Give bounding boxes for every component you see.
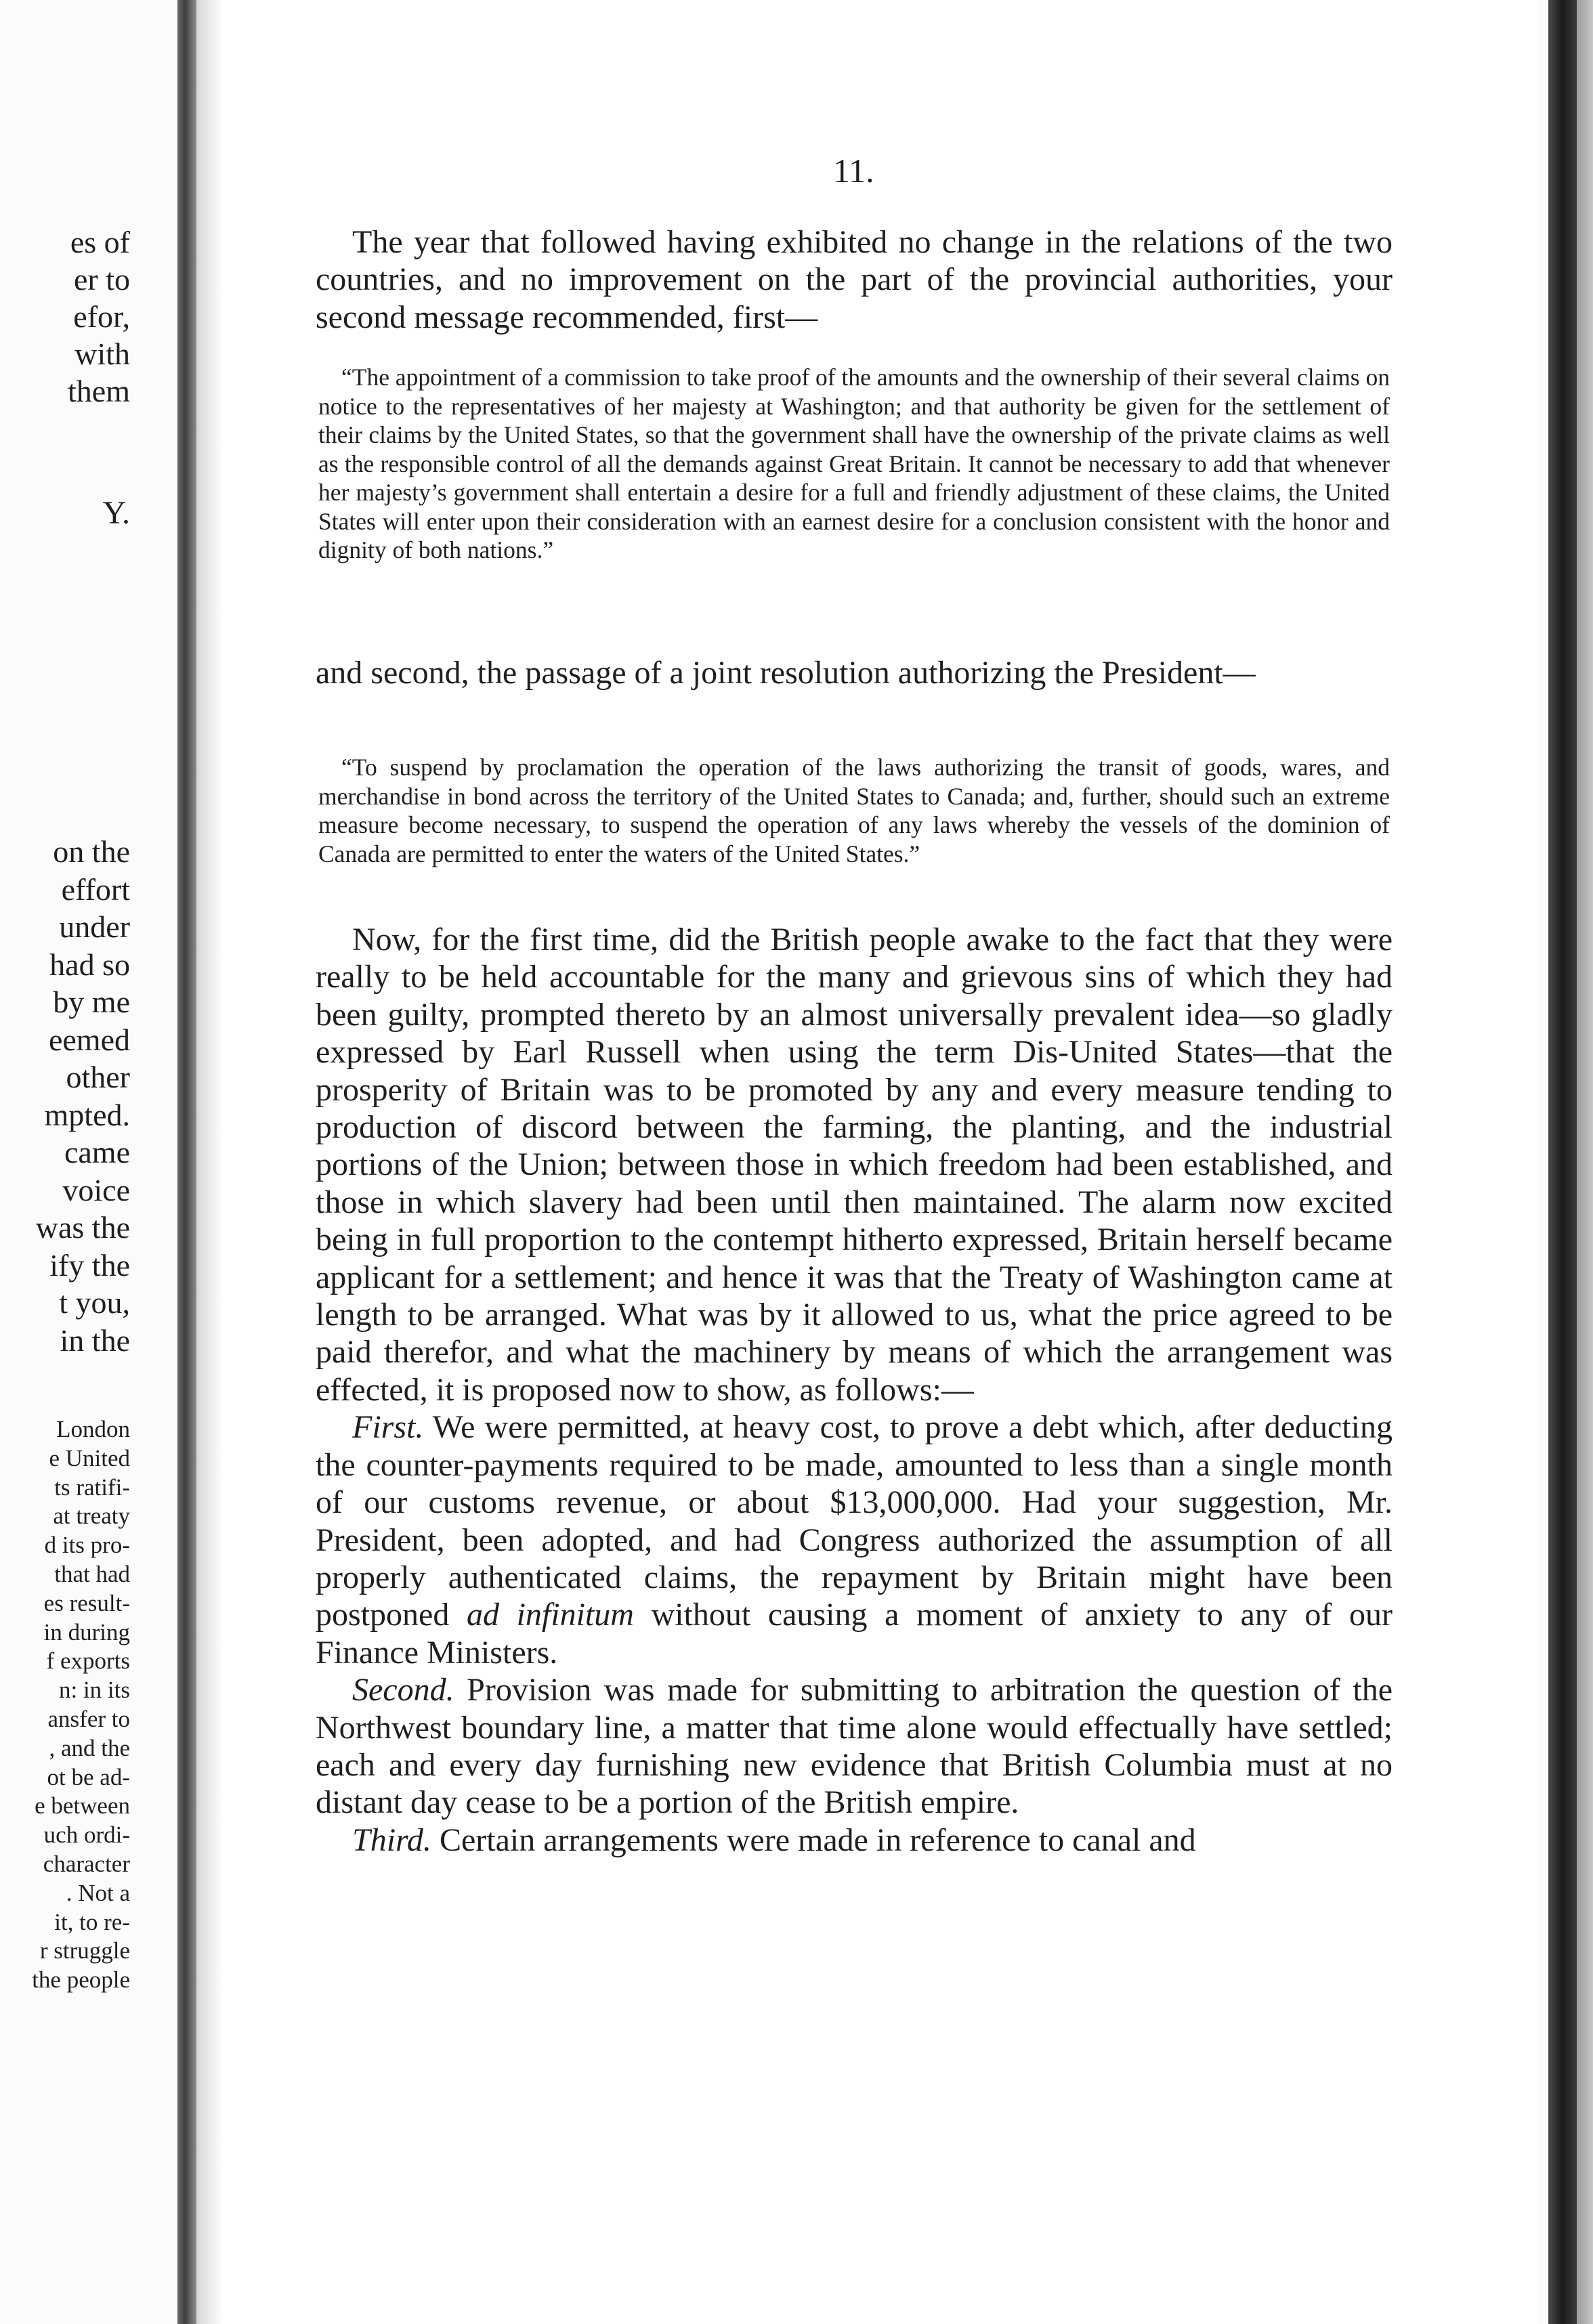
left-fragment-line: e between bbox=[35, 1792, 130, 1820]
left-fragment-line: , and the bbox=[49, 1734, 130, 1761]
paragraph-intro bbox=[316, 223, 1393, 336]
scan-border bbox=[1577, 0, 1593, 2324]
left-fragment-line: d its pro- bbox=[44, 1532, 130, 1559]
left-fragment-line: f exports bbox=[46, 1648, 130, 1675]
left-fragment-line: e United bbox=[49, 1444, 130, 1471]
left-fragment-line: eemed bbox=[48, 1022, 130, 1057]
paragraph-text: Certain arrangements were made in reference to canal and bbox=[431, 1822, 1196, 1858]
left-fragment-line: under bbox=[59, 909, 130, 944]
gutter-shadow bbox=[196, 0, 224, 2324]
left-fragment-c bbox=[36, 833, 130, 1359]
left-fragment-line: es result- bbox=[43, 1589, 130, 1616]
block-quote-commission bbox=[316, 363, 1393, 565]
left-fragment-line: uch ordi- bbox=[43, 1822, 130, 1849]
left-fragment-b bbox=[103, 494, 130, 532]
left-fragment-line: efor, bbox=[73, 299, 130, 334]
left-fragment-a bbox=[68, 223, 130, 410]
paragraph-first bbox=[316, 1408, 1393, 1671]
left-fragment-line: ot be ad- bbox=[47, 1763, 130, 1790]
left-fragment-line: voice bbox=[62, 1172, 130, 1207]
left-fragment-line: other bbox=[66, 1060, 130, 1094]
left-fragment-line: effort bbox=[61, 872, 130, 907]
left-fragment-line: the people bbox=[32, 1966, 130, 1994]
page-number: 11. bbox=[833, 152, 874, 190]
paragraph-second bbox=[316, 1671, 1393, 1822]
left-fragment-line: it, to re- bbox=[54, 1908, 130, 1935]
left-fragment-line: at treaty bbox=[53, 1503, 130, 1530]
left-fragment-line: es of bbox=[70, 225, 130, 259]
left-fragment-line: t you, bbox=[59, 1285, 130, 1320]
left-fragment-line: Y. bbox=[102, 495, 130, 531]
paragraph-third bbox=[316, 1822, 1393, 1859]
left-fragment-line: character bbox=[43, 1850, 130, 1877]
quote-text: “To suspend by proclamation the operation of the laws authorizing the transit of goods, wares, and merchandise in bond across the territory of the United States to Canada; and, further, should such an extreme measure become necessary, to suspend the operation of any laws whereby the vessels of the dominion of Canada are permitted to enter the waters of the United States.” bbox=[318, 754, 1390, 867]
left-fragment-line: that had bbox=[54, 1560, 130, 1587]
paragraph-text: without causing a moment of anxiety to any of our Finance Ministers. bbox=[316, 1597, 1393, 1671]
quote-text: “The appointment of a commission to take proof of the amounts and the ownership of their several claims on notice to the representatives of her majesty at Washington; and that authority be given for the settlement of their claims by the United States, so that the government shall have the ownership of the private claims as well as the responsible control of all the demands against Great Britain. It cannot be necessary to add that whenever her majesty’s government shall entertain a desire for a full and friendly adjustment of these claims, the United States will enter upon their consideration with an earnest desire for a conclusion consistent with the honor and dignity of both nations.” bbox=[318, 364, 1390, 563]
left-fragment-line: er to bbox=[73, 262, 130, 297]
paragraph-text: and second, the passage of a joint resolution authorizing the President— bbox=[316, 655, 1256, 691]
left-fragment-line: ts ratifi- bbox=[54, 1473, 130, 1501]
paragraph-text: Provision was made for submitting to arbitration the question of the Northwest boundary line, a matter that time alone would effectually have settled; each and every day furnishing new evidence that British Columbia must at no distant day cease to be a portion of the British empire. bbox=[316, 1672, 1393, 1821]
paragraph-second-recommendation bbox=[316, 654, 1393, 691]
page-edge bbox=[1537, 0, 1548, 2324]
paragraph-text: Now, for the first time, did the British people awake to the fact that they were really to be held accountable for the many and grievous sins of which they had been guilty, prompted thereto by an almost universally prevalent idea—so gladly expressed by Earl Russell when using the term Dis-United States—that the prosperity of Britain was to be promoted by any and every measure tending to production of discord between the farming, the planting, and the industrial portions of the Union; between those in which freedom had been established, and those in which slavery had been until then maintained. The alarm now excited being in full proportion to the contempt hitherto expressed, Britain herself became applicant for a settlement; and hence it was that the Treaty of Washington came at length to be arranged. What was by it allowed to us, what the price agreed to be paid therefor, and what the machinery by means of which the arrangement was effected, it is proposed now to show, as follows:— bbox=[316, 922, 1393, 1408]
left-fragment-line: mpted. bbox=[44, 1097, 130, 1132]
left-fragment-line: on the bbox=[53, 834, 130, 869]
left-fragment-line: ify the bbox=[49, 1247, 130, 1283]
left-fragment-line: came bbox=[64, 1135, 130, 1169]
paragraph-text: The year that followed having exhibited no change in the relations of the two countries, and no improvement on the part of the provincial authorities, your second message recommended, first— bbox=[316, 224, 1393, 335]
main-body bbox=[316, 921, 1393, 1859]
left-fragment-line: them bbox=[68, 374, 130, 408]
previous-page-fragment bbox=[0, 0, 177, 2324]
book-gutter bbox=[177, 0, 196, 2324]
left-fragment-line: . Not a bbox=[66, 1879, 130, 1906]
section-label-third: Third. bbox=[352, 1822, 431, 1858]
left-fragment-line: London bbox=[56, 1416, 130, 1442]
paragraph-text: We were permitted, at heavy cost, to prove a debt which, after deducting the counter-payments required to be made, amounted to less than a single month of our customs revenue, or about $13,000,000. Had your suggestion, Mr. President, been adopted, and had Congress authorized the assumption of all properly authenticated claims, the repayment by Britain might have been postponed bbox=[316, 1409, 1393, 1633]
left-fragment-line: in the bbox=[60, 1322, 130, 1358]
latin-phrase: ad infinitum bbox=[466, 1597, 634, 1633]
binding-edge bbox=[1548, 0, 1577, 2324]
left-fragment-line: was the bbox=[35, 1210, 130, 1245]
left-fragment-line: in during bbox=[43, 1618, 130, 1645]
left-fragment-line: by me bbox=[53, 985, 130, 1019]
section-label-second: Second. bbox=[352, 1672, 454, 1708]
left-fragment-line: r struggle bbox=[39, 1937, 130, 1964]
left-fragment-line: n: in its bbox=[58, 1677, 130, 1704]
left-fragment-line: had so bbox=[49, 947, 130, 982]
section-label-first: First. bbox=[352, 1409, 424, 1446]
left-fragment-d bbox=[32, 1415, 130, 1995]
left-fragment-line: with bbox=[75, 337, 130, 371]
block-quote-proclamation bbox=[316, 753, 1393, 868]
left-fragment-line: ansfer to bbox=[47, 1705, 130, 1732]
